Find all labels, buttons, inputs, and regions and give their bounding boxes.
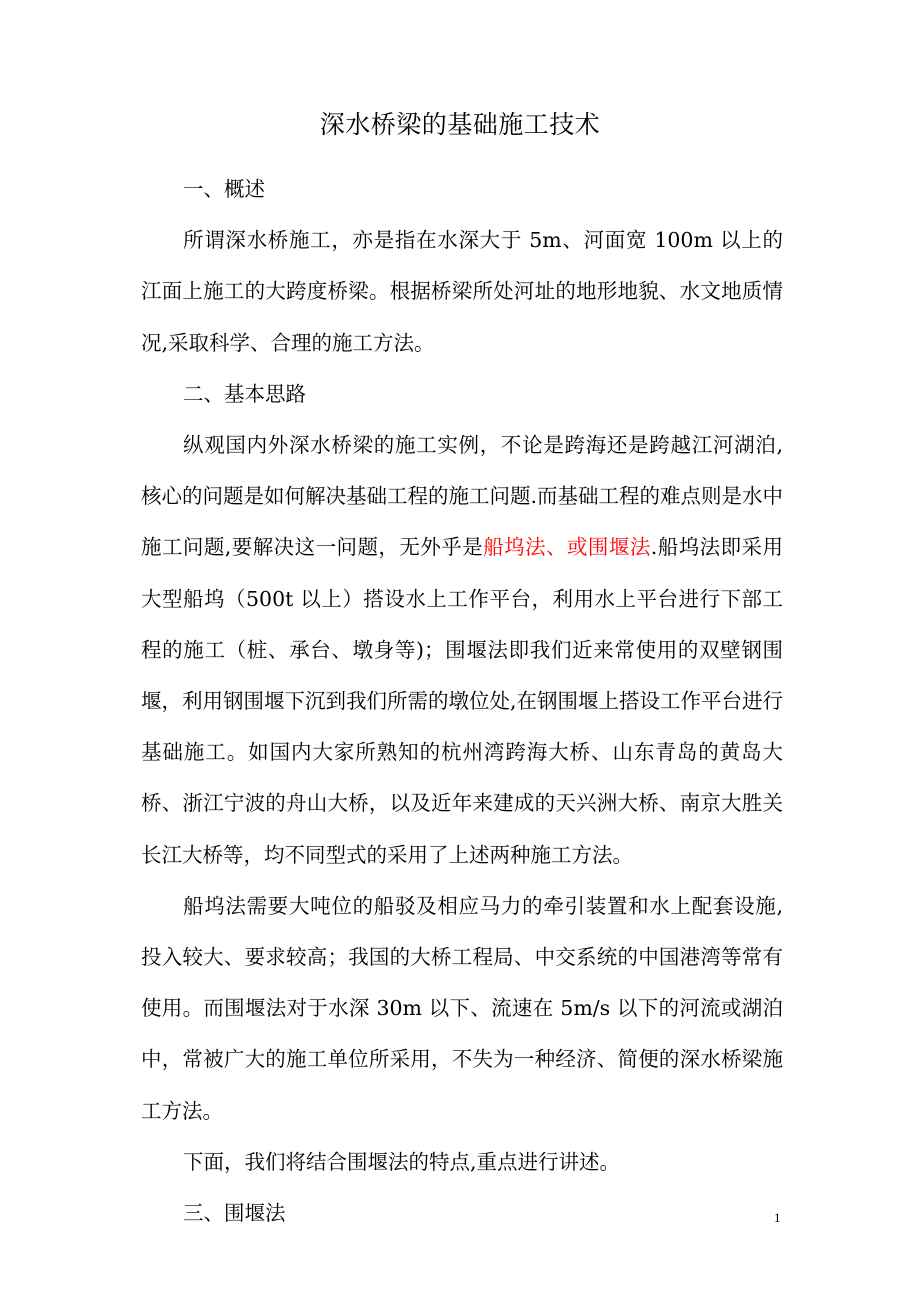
page-number: 1 — [774, 1210, 781, 1225]
document-title: 深水桥梁的基础施工技术 — [319, 110, 601, 139]
paragraph-dock-vs-cofferdam: 船坞法需要大吨位的船驳及相应马力的牵引装置和水上配套设施,投入较大、要求较高；我国的大桥工程局、中交系统的中国港湾等常有使用。而围堰法对于水深 30m 以下、流速在 5m/s 以下的河流或湖泊中，常被广大的施工单位所采用，不失为一种经济、简便的深水桥梁施工方法。 — [141, 893, 783, 1123]
paragraph-intro-cofferdam: 下面，我们将结合围堰法的特点,重点进行讲述。 — [183, 1149, 621, 1174]
section-heading-cofferdam: 三、围堰法 — [183, 1201, 286, 1226]
section-heading-overview: 一、概述 — [183, 177, 265, 201]
paragraph-text: .船坞法即采用大型船坞（500t 以上）搭设水上工作平台，利用水上平台进行下部工程的施工（桩、承台、墩身等)；围堰法即我们近来常使用的双壁钢围堰，利用钢围堰下沉到我们所需的墩位处,在钢围堰上搭设工作平台进行基础施工。如国内大家所熟知的杭州湾跨海大桥、山东青岛的黄岛大桥、浙江宁波的舟山大桥，以及近年来建成的天兴洲大桥、南京大胜关长江大桥等，均不同型式的采用了上述两种施工方法。 — [141, 535, 784, 867]
paragraph-text: 纵观国内外深水桥梁的施工实例，不论是跨海还是跨越江河湖泊,核心的问题是如何解决基础工程的施工问题.而基础工程的难点则是水中施工问题,要解决这一问题，无外乎是 — [141, 433, 784, 560]
section-heading-basic-approach: 二、基本思路 — [183, 381, 306, 406]
paragraph-overview: 所谓深水桥施工，亦是指在水深大于 5m、河面宽 100m 以上的江面上施工的大跨度桥梁。根据桥梁所处河址的地形地貌、水文地质情况,采取科学、合理的施工方法。 — [141, 228, 783, 355]
paragraph-approach-methods — [141, 420, 783, 881]
document-body — [141, 164, 783, 1239]
highlighted-methods: 船坞法、或围堰法 — [483, 535, 651, 560]
